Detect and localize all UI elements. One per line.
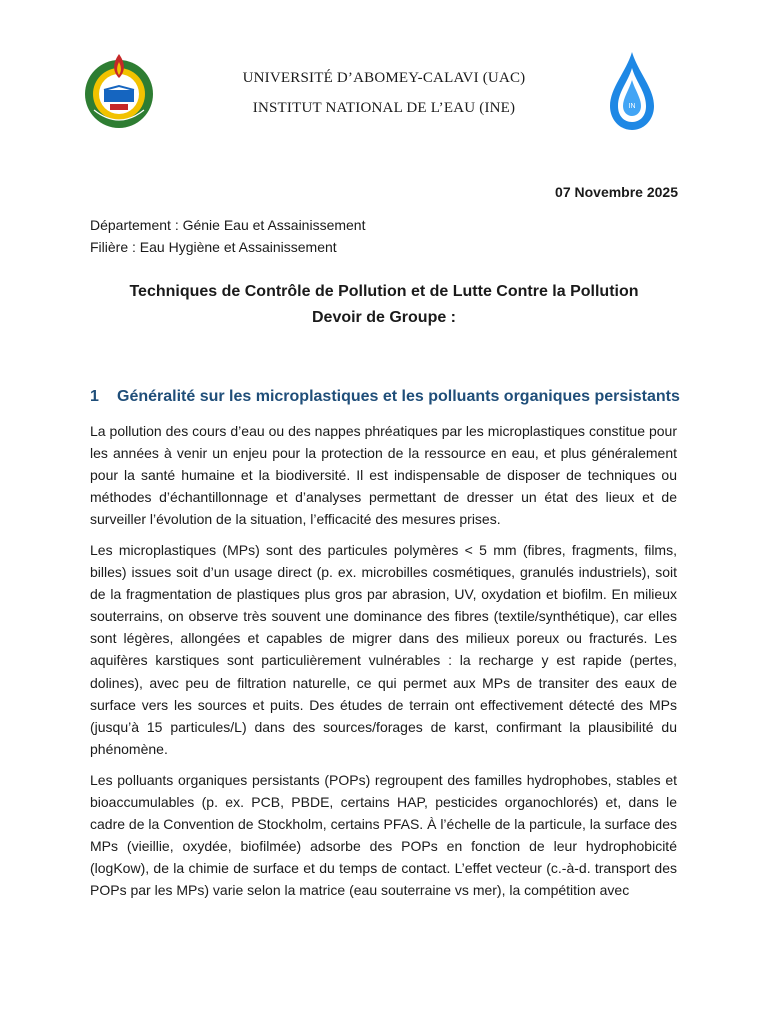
department-line: Département : Génie Eau et Assainissement: [90, 217, 366, 233]
document-subtitle: Devoir de Groupe :: [311, 309, 457, 326]
section-heading: [90, 388, 680, 406]
svg-text:IN: IN: [628, 103, 636, 110]
uac-logo: [82, 50, 156, 130]
section-number: 1: [90, 388, 99, 405]
document-title: Techniques de Contrôle de Pollution et de Lutte Contre la Pollution: [129, 283, 639, 300]
institute-name: INSTITUT NATIONAL DE L’EAU (INE): [252, 100, 516, 116]
paragraph-2: Les microplastiques (MPs) sont des particules polymères < 5 mm (fibres, fragments, films, billes) issues soit d’un usage direct (p. ex. microbilles cosmétiques, granulés industriels), soit de la fragmentation de plastiques plus gros par abrasion, UV, oxydation et biofilm. En milieux souterrains, on observe très souvent une dominance des fibres (textile/synthétique), car elles sont légères, allongées et capables de migrer dans des milieux poreux ou fracturés. Les aquifères karstiques sont particulièrement vulnérables : la recharge y est rapide (pertes, dolines), avec peu de filtration naturelle, ce qui permet aux MPs de transiter des eaux de surface vers les sources et puits. Des études de terrain ont effectivement détecté des MPs (jusqu’à 15 particules/L) dans des sources/forages de karst, confirmant la plausibilité du phénomène.: [90, 542, 677, 757]
document-date: 07 Novembre 2025: [555, 184, 678, 200]
filiere-line: Filière : Eau Hygiène et Assainissement: [90, 239, 337, 255]
section-heading-text: Généralité sur les microplastiques et les polluants organiques persistants: [117, 388, 680, 405]
ine-logo: [608, 50, 656, 132]
paragraph-3: Les polluants organiques persistants (POPs) regroupent des familles hydrophobes, stables et bioaccumulables (p. ex. PCB, PBDE, certains HAP, pesticides organochlorés) et, dans le cadre de la Convention de Stockholm, certains PFAS. À l’échelle de la particule, la surface des MPs (vieillie, oxydée, biofilmée) adsorbe des POPs en fonction de leur hydrophobicité (logKow), de la chimie de surface et du temps de contact. L’effet vecteur (c.-à-d. transport des POPs par les MPs) varie selon la matrice (eau souterraine vs mer), la compétition avec: [90, 772, 677, 899]
university-name: UNIVERSITÉ D’ABOMEY-CALAVI (UAC): [242, 70, 526, 86]
paragraph-1: La pollution des cours d’eau ou des nappes phréatiques par les microplastiques constitue pour les années à venir un enjeu pour la protection de la ressource en eau, et plus généralement pour la santé humaine et la biodiversité. Il est indispensable de disposer de techniques ou méthodes d’échantillonnage et d’analyses permettant de dresser un état des lieux et de surveiller l’évolution de la situation, l’efficacité des mesures prises.: [90, 423, 677, 528]
